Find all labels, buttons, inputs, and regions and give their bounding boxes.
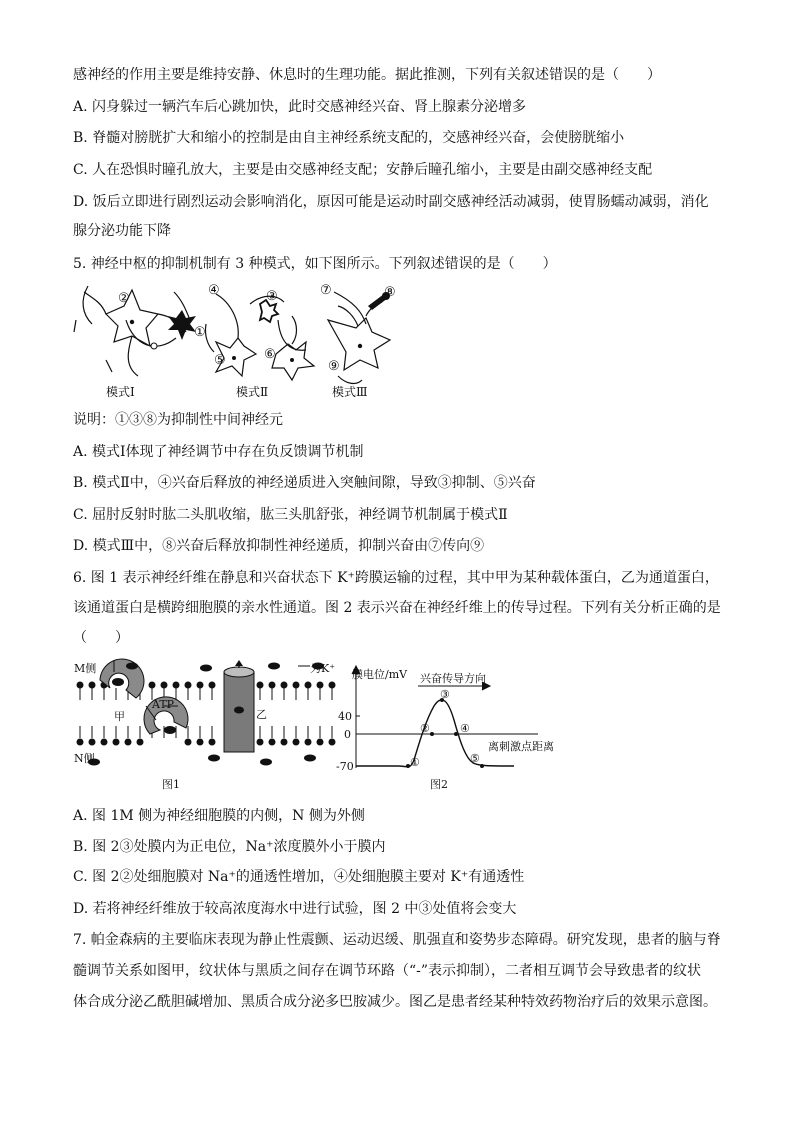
q5-label-5: ⑤ — [214, 353, 226, 368]
q5-neuron-figure — [66, 280, 396, 402]
fig1-k-label: 为K⁺ — [310, 662, 336, 675]
fig1-jia-label: 甲 — [114, 710, 125, 723]
q6-stem-line3: （ ） — [73, 630, 129, 646]
q5-label-3: ③ — [266, 289, 278, 304]
q5-option-c: C. 屈肘反射时肱二头肌收缩，肱三头肌舒张，神经调节机制属于模式Ⅱ — [73, 507, 508, 523]
q6-option-a: A. 图 1M 侧为神经细胞膜的内侧，N 侧为外侧 — [73, 808, 365, 824]
q4-option-d: D. 饭后立即进行剧烈运动会影响消化，原因可能是运动时副交感神经活动减弱，使胃肠蠕动减弱，消化 — [73, 194, 709, 210]
q6-option-b: B. 图 2③处膜内为正电位，Na⁺浓度膜外小于膜内 — [73, 839, 386, 855]
fig1-atp-label: ATP — [152, 698, 175, 711]
q5-option-a: A. 模式Ⅰ体现了神经调节中存在负反馈调节机制 — [73, 444, 364, 460]
fig2-xlabel: 离刺激点距离 — [488, 740, 554, 753]
q5-note: 说明：①③⑧为抑制性中间神经元 — [73, 412, 283, 428]
q5-label-9: ⑨ — [328, 359, 340, 374]
q5-caption-mode3: 模式Ⅲ — [332, 385, 368, 399]
q5-option-d: D. 模式Ⅲ中，⑧兴奋后释放抑制性神经递质，抑制兴奋由⑦传向⑨ — [73, 538, 485, 554]
fig2-direction: 兴奋传导方向 — [420, 672, 486, 685]
fig2-tick-40: 40 — [338, 710, 352, 723]
q6-stem-line1: 6. 图 1 表示神经纤维在静息和兴奋状态下 K⁺跨膜运输的过程，其中甲为某种载体蛋白，乙为通道蛋白， — [73, 570, 719, 586]
q5-stem: 5. 神经中枢的抑制机制有 3 种模式，如下图所示。下列叙述错误的是（ ） — [73, 256, 557, 272]
fig2-tick-m70: -70 — [336, 760, 354, 773]
q5-label-7: ⑦ — [320, 283, 332, 298]
q5-label-4: ④ — [208, 283, 220, 298]
q6-figure1-membrane — [74, 658, 344, 792]
fig1-caption: 图1 — [162, 778, 180, 791]
q7-line3: 体合成分泌乙酰胆碱增加、黑质合成分泌多巴胺减少。图乙是患者经某种特效药物治疗后的效果示意图。 — [73, 994, 717, 1010]
q4-option-d-cont: 腺分泌功能下降 — [73, 223, 171, 239]
fig2-ylabel: 膜电位/mV — [352, 668, 408, 681]
q6-stem-line2: 该通道蛋白是横跨细胞膜的亲水性通道。图 2 表示兴奋在神经纤维上的传导过程。下列有关分析正确的是 — [73, 600, 721, 616]
q4-option-c: C. 人在恐惧时瞳孔放大，主要是由交感神经支配；安静后瞳孔缩小，主要是由副交感神经支配 — [73, 162, 653, 178]
q4-option-a: A. 闪身躲过一辆汽车后心跳加快，此时交感神经兴奋、肾上腺素分泌增多 — [73, 99, 527, 115]
fig1-m-side: M侧 — [74, 662, 97, 675]
q6-option-d: D. 若将神经纤维放于较高浓度海水中进行试验，图 2 中③处值将会变大 — [73, 901, 517, 917]
fig2-point-4: ④ — [460, 722, 470, 735]
fig1-n-side: N侧 — [74, 752, 95, 765]
q4-option-b: B. 脊髓对膀胱扩大和缩小的控制是由自主神经系统支配的，交感神经兴奋，会使膀胱缩小 — [73, 130, 625, 146]
q7-line1: 7. 帕金森病的主要临床表现为静止性震颤、运动迟缓、肌强直和姿势步态障碍。研究发现，患者的脑与脊 — [73, 932, 721, 948]
q6-figure2-potential — [338, 664, 554, 792]
fig2-point-2: ② — [420, 722, 430, 735]
fig1-yi-label: 乙 — [256, 708, 267, 721]
q5-option-b: B. 模式Ⅱ中，④兴奋后释放的神经递质进入突触间隙，导致③抑制、⑤兴奋 — [73, 475, 536, 491]
q4-stem-tail: 感神经的作用主要是维持安静、休息时的生理功能。据此推测，下列有关叙述错误的是（ ） — [73, 67, 661, 83]
fig2-point-3: ③ — [440, 688, 450, 701]
fig2-caption: 图2 — [430, 778, 448, 791]
q5-caption-mode2: 模式Ⅱ — [236, 385, 269, 399]
q5-label-1: ① — [194, 325, 206, 340]
q5-label-8: ⑧ — [384, 285, 396, 300]
q5-caption-mode1: 模式Ⅰ — [106, 385, 135, 399]
q5-label-6: ⑥ — [264, 347, 276, 362]
fig2-point-5: ⑤ — [470, 752, 480, 765]
q7-line2: 髓调节关系如图甲，纹状体与黑质之间存在调节环路（“-”表示抑制），二者相互调节会导致患者的纹状 — [73, 963, 702, 979]
q5-label-2: ② — [118, 291, 130, 306]
q6-option-c: C. 图 2②处细胞膜对 Na⁺的通透性增加，④处细胞膜主要对 K⁺有通透性 — [73, 869, 525, 885]
fig2-tick-0: 0 — [344, 728, 351, 741]
fig2-point-1: ① — [410, 756, 420, 769]
